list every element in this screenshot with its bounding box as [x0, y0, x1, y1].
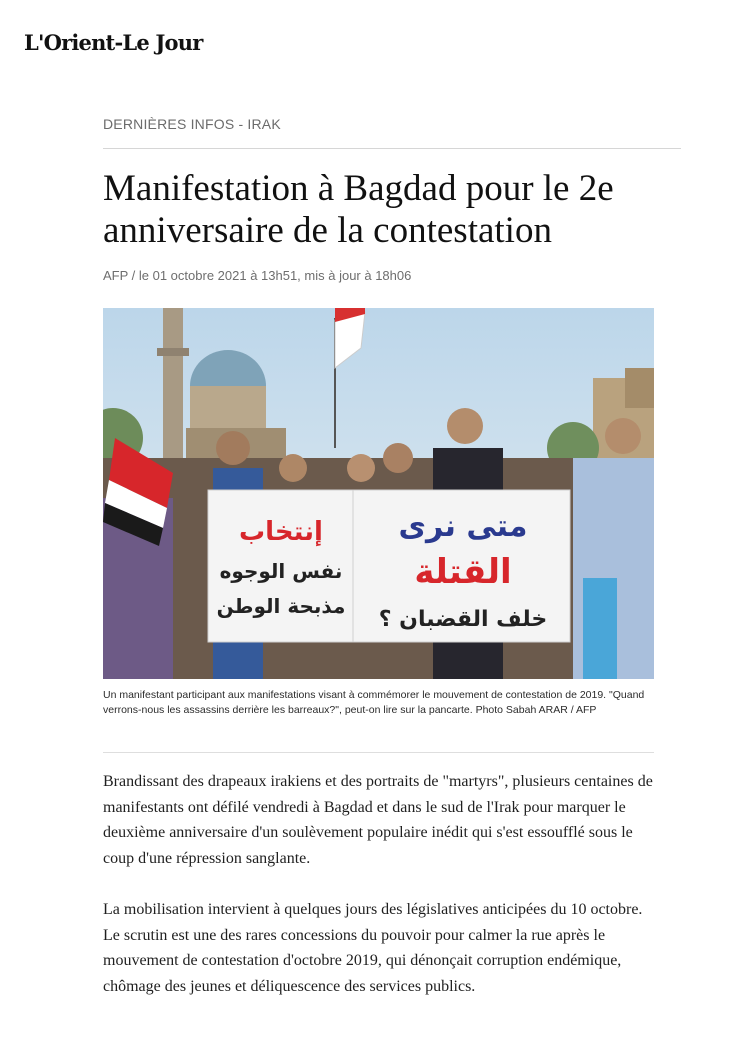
minaret-shape: [163, 308, 183, 468]
divider: [103, 752, 654, 753]
site-logo[interactable]: L'Orient-Le Jour: [24, 30, 203, 55]
banner-left-line-2: نفس الوجوه: [219, 559, 343, 583]
article-paragraph: La mobilisation intervient à quelques jours des législatives anticipées du 10 octobre. Le scrutin est une des rares concessions du pouvoir pour calmer la rue après le mouvement de contestation d'octobre 2019, qui dénonçait corruption endémique, chômage des jeunes et déliquescence des services publics.: [103, 901, 643, 995]
protest-photo: [103, 308, 654, 679]
banner-right-line-2: القتلة: [414, 552, 512, 592]
article-paragraph: Brandissant des drapeaux irakiens et des portraits de "martyrs", plusieurs centaines de manifestants ont défilé vendredi à Bagdad et dans le sud de l'Irak pour marquer le deuxième anniversaire d'un soulèvement populaire inédit qui s'est essoufflé sous le coup d'une répression sanglante.: [103, 773, 653, 867]
banner-right-line-1: متى نرى: [398, 509, 528, 544]
banner-left-line-1: إنتخاب: [239, 517, 323, 547]
page-title: Manifestation à Bagdad pour le 2e anniversaire de la contestation: [103, 168, 614, 251]
divider: [103, 148, 681, 149]
banner-right-line-3: خلف القضبان ؟: [378, 607, 548, 632]
breadcrumb[interactable]: DERNIÈRES INFOS - IRAK: [103, 116, 281, 132]
byline: AFP / le 01 octobre 2021 à 13h51, mis à jour à 18h06: [103, 268, 412, 283]
protest-banner: [208, 490, 570, 642]
image-caption: Un manifestant participant aux manifestations visant à commémorer le mouvement de contestation de 2019. "Quand verrons-nous les assassins derrière les barreaux?", peut-on lire sur la pancarte. Photo Sabah ARAR / AFP: [103, 689, 645, 716]
banner-left-line-3: مذبحة الوطن: [216, 594, 346, 618]
